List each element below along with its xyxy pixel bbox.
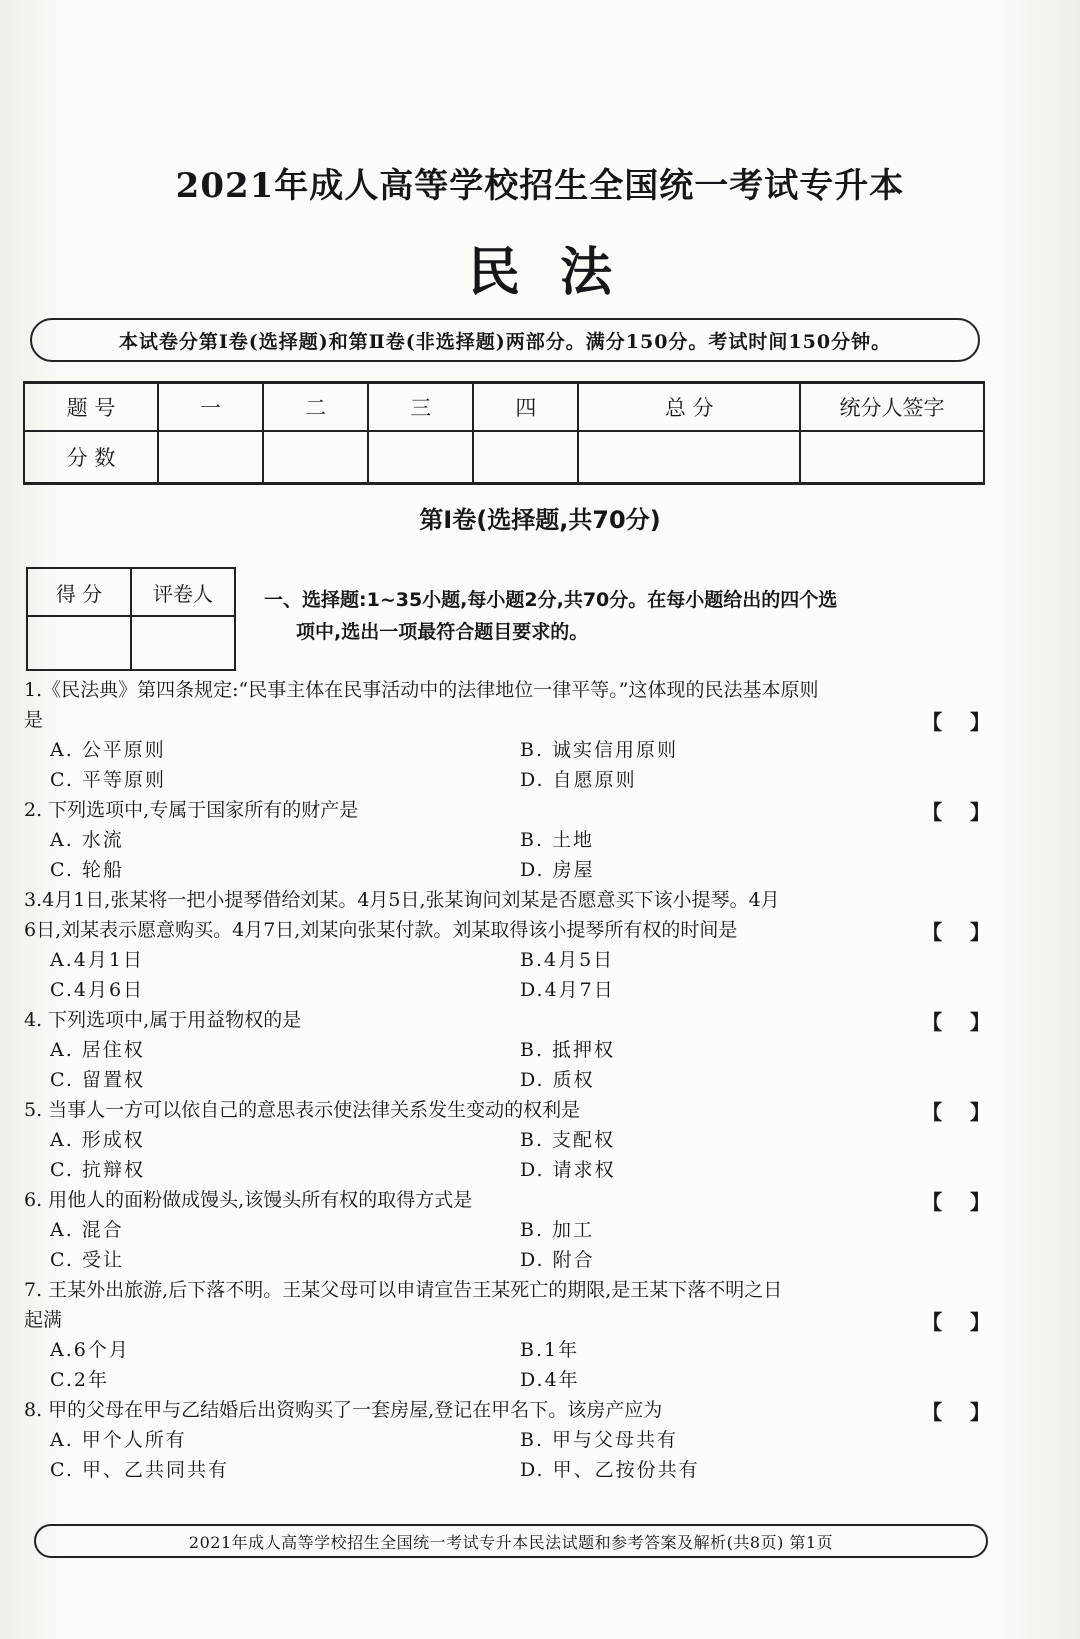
score-table-header-row: [24, 383, 984, 432]
grader-header-cell: 得 分: [27, 568, 131, 616]
question-stem: 1.《民法典》第四条规定:“民事主体在民事活动中的法律地位一律平等。”这体现的民法基本原则: [24, 679, 819, 701]
question-item: [24, 1095, 990, 1185]
option-grid: [24, 1035, 990, 1095]
question-stem: 6日,刘某表示愿意购买。4月7日,刘某向张某付款。刘某取得该小提琴所有权的时间是: [24, 919, 738, 941]
score-input-cell[interactable]: [473, 431, 578, 484]
score-row-label: 分 数: [24, 431, 158, 484]
option-a: A. 形成权: [50, 1129, 145, 1151]
option-c: C.4月6日: [50, 979, 145, 1001]
instruction-line: 一、选择题:1~35小题,每小题2分,共70分。在每小题给出的四个选: [264, 589, 838, 611]
option-grid: [24, 1215, 990, 1275]
score-header-cell: 统分人签字: [800, 383, 984, 432]
answer-bracket[interactable]: 【 】: [922, 1310, 990, 1334]
question-stem: 7. 王某外出旅游,后下落不明。王某父母可以申请宣告王某死亡的期限,是王某下落不明之日: [24, 1279, 783, 1301]
option-b: B. 抵押权: [520, 1039, 616, 1061]
answer-bracket[interactable]: 【 】: [922, 710, 990, 734]
option-b: B. 土地: [520, 829, 595, 851]
question-stem: 2. 下列选项中,专属于国家所有的财产是: [24, 799, 359, 821]
option-a: A. 公平原则: [50, 739, 166, 761]
question-stem: 起满: [24, 1309, 63, 1331]
option-c: C. 甲、乙共同共有: [50, 1459, 229, 1481]
option-c: C. 受让: [50, 1249, 124, 1271]
option-grid: [24, 1125, 990, 1185]
option-a: A.4月1日: [50, 949, 144, 971]
instruction-line: 项中,选出一项最符合题目要求的。: [296, 621, 589, 643]
option-d: D.4月7日: [520, 979, 615, 1001]
option-a: A.6个月: [50, 1339, 130, 1361]
grader-input-cell[interactable]: [131, 616, 235, 670]
option-b: B. 甲与父母共有: [520, 1429, 679, 1451]
option-d: D. 附合: [520, 1249, 595, 1271]
score-input-cell[interactable]: [263, 431, 368, 484]
score-header-cell: 三: [368, 383, 473, 432]
question-stem: 6. 用他人的面粉做成馒头,该馒头所有权的取得方式是: [24, 1189, 473, 1211]
exam-title: 2021年成人高等学校招生全国统一考试专升本: [175, 166, 905, 206]
option-a: A. 水流: [50, 829, 124, 851]
option-b: B.4月5日: [520, 949, 615, 971]
question-stem: 4. 下列选项中,属于用益物权的是: [24, 1009, 302, 1031]
grader-table: [26, 567, 236, 671]
question-item: [24, 675, 990, 795]
option-d: D. 房屋: [520, 859, 595, 881]
option-d: D. 甲、乙按份共有: [520, 1459, 700, 1481]
question-list: [24, 675, 990, 1485]
score-input-cell[interactable]: [368, 431, 473, 484]
exam-notice: 本试卷分第Ⅰ卷(选择题)和第Ⅱ卷(非选择题)两部分。满分150分。考试时间150分钟。: [30, 318, 980, 362]
option-grid: [24, 945, 990, 1005]
option-b: B. 加工: [520, 1219, 595, 1241]
question-item: [24, 1185, 990, 1275]
question-item: [24, 1275, 990, 1395]
part-title: 第Ⅰ卷(选择题,共70分): [419, 506, 661, 534]
question-stem: 8. 甲的父母在甲与乙结婚后出资购买了一套房屋,登记在甲名下。该房产应为: [24, 1399, 663, 1421]
answer-bracket[interactable]: 【 】: [922, 1100, 990, 1124]
option-c: C.2年: [50, 1369, 109, 1391]
option-d: D.4年: [520, 1369, 580, 1391]
score-input-cell[interactable]: [578, 431, 800, 484]
section-instruction: [264, 584, 994, 648]
question-stem: 5. 当事人一方可以依自己的意思表示使法律关系发生变动的权利是: [24, 1099, 581, 1121]
answer-bracket[interactable]: 【 】: [922, 920, 990, 944]
option-d: D. 质权: [520, 1069, 595, 1091]
score-input-cell[interactable]: [158, 431, 263, 484]
option-grid: [24, 735, 990, 795]
option-a: A. 甲个人所有: [50, 1429, 187, 1451]
answer-bracket[interactable]: 【 】: [922, 1190, 990, 1214]
option-c: C. 轮船: [50, 859, 124, 881]
score-header-cell: 二: [263, 383, 368, 432]
option-d: D. 请求权: [520, 1159, 616, 1181]
option-d: D. 自愿原则: [520, 769, 637, 791]
grader-input-cell[interactable]: [27, 616, 131, 670]
option-b: B. 诚实信用原则: [520, 739, 679, 761]
option-grid: [24, 1335, 990, 1395]
option-b: B.1年: [520, 1339, 580, 1361]
answer-bracket[interactable]: 【 】: [922, 800, 990, 824]
question-item: [24, 1005, 990, 1095]
option-a: A. 混合: [50, 1219, 124, 1241]
option-c: C. 平等原则: [50, 769, 166, 791]
option-c: C. 留置权: [50, 1069, 145, 1091]
option-grid: [24, 825, 990, 885]
question-stem: 3.4月1日,张某将一把小提琴借给刘某。4月5日,张某询问刘某是否愿意买下该小提琴。4月: [24, 889, 780, 911]
score-header-cell: 题 号: [24, 383, 158, 432]
option-b: B. 支配权: [520, 1129, 616, 1151]
subject-title: 民法: [467, 243, 652, 303]
score-table-score-row: [24, 431, 984, 484]
score-header-cell: 四: [473, 383, 578, 432]
grader-header-cell: 评卷人: [131, 568, 235, 616]
score-input-cell[interactable]: [800, 431, 984, 484]
question-item: [24, 1395, 990, 1485]
answer-bracket[interactable]: 【 】: [922, 1010, 990, 1034]
question-item: [24, 885, 990, 1005]
question-stem: 是: [24, 709, 44, 731]
option-a: A. 居住权: [50, 1039, 145, 1061]
option-grid: [24, 1425, 990, 1485]
score-header-cell: 总 分: [578, 383, 800, 432]
answer-bracket[interactable]: 【 】: [922, 1400, 990, 1424]
question-item: [24, 795, 990, 885]
page-footer: 2021年成人高等学校招生全国统一考试专升本民法试题和参考答案及解析(共8页) 第1页: [34, 1524, 988, 1558]
score-table: [23, 381, 985, 485]
option-c: C. 抗辩权: [50, 1159, 145, 1181]
score-header-cell: 一: [158, 383, 263, 432]
